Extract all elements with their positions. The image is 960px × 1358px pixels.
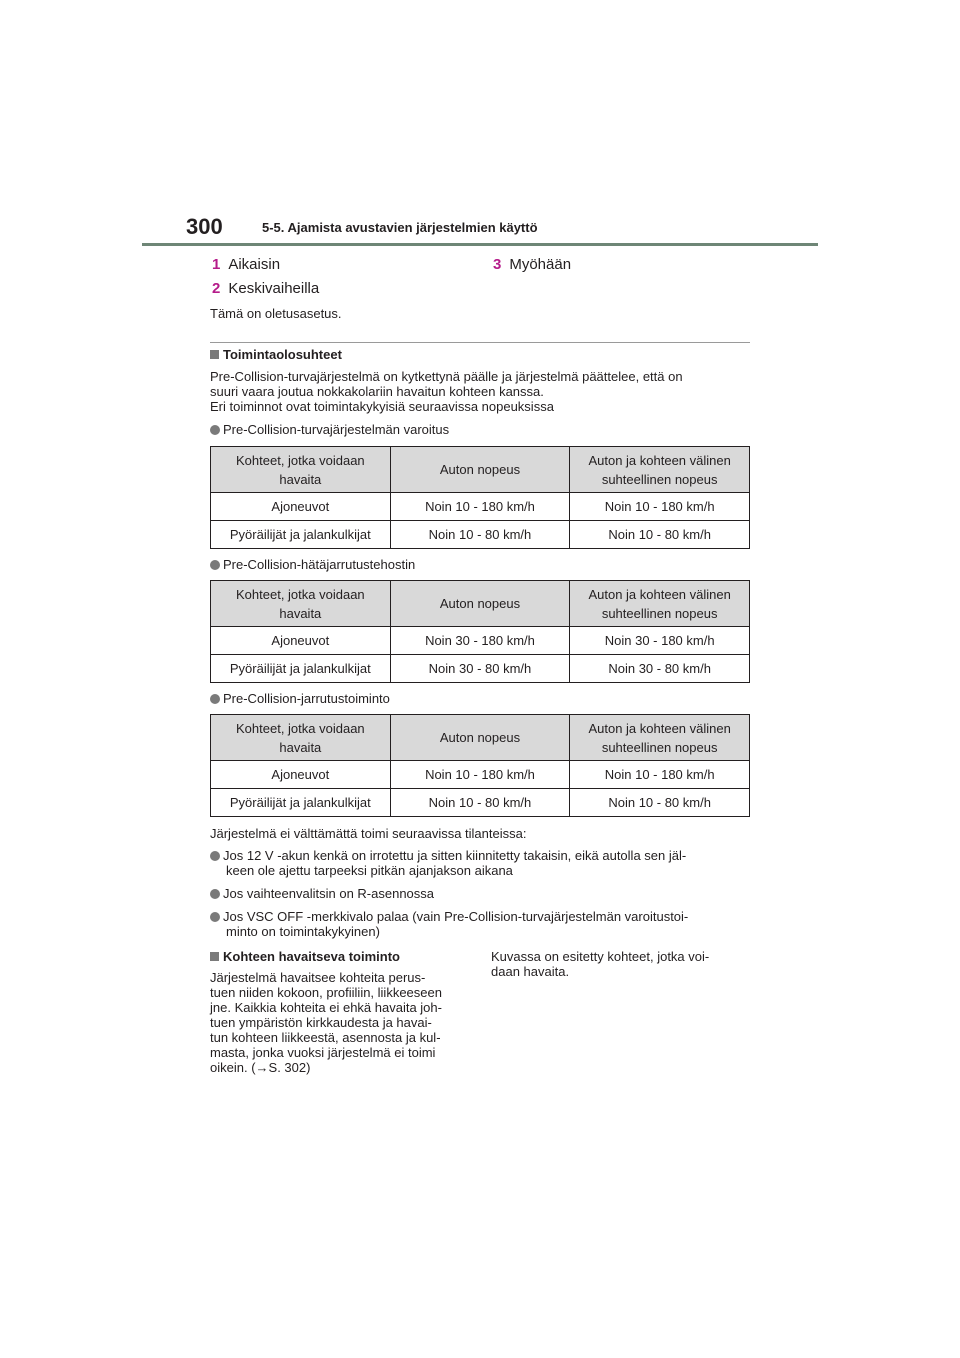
table-row <box>211 789 750 817</box>
header-car-speed: Auton nopeus <box>390 715 570 761</box>
section-title: 5-5. Ajamista avustavien järjestelmien käyttö <box>262 220 538 235</box>
option-number: 3 <box>493 256 502 273</box>
not-working-item: Jos vaihteenvalitsin on R-asennossa <box>210 886 434 901</box>
option-2 <box>212 280 319 297</box>
table-cell: Noin 10 - 80 km/h <box>570 789 750 817</box>
not-working-item: Jos 12 V -akun kenkä on irrotettu ja sitten kiinnitetty takaisin, eikä autolla sen jäl- keen ole ajettu tarpeeksi pitkän ajanjakson aikana <box>210 848 755 878</box>
page-reference-link[interactable]: oikein. (→S. 302) <box>210 1060 311 1075</box>
operating-line: suuri vaara joutua nokkakolariin havaitun kohteen kanssa. <box>210 384 544 399</box>
operating-line: Pre-Collision-turvajärjestelmä on kytkettynä päälle ja järjestelmä päättelee, että on <box>210 369 683 384</box>
detection-heading <box>210 949 400 964</box>
header-targets: Kohteet, jotka voidaan havaita <box>211 715 391 761</box>
operating-paragraph <box>210 369 755 414</box>
table-row <box>211 761 750 789</box>
header-relative-speed: Auton ja kohteen välinen suhteellinen nopeus <box>570 447 750 493</box>
header-rule <box>142 243 818 246</box>
table-cell: Noin 30 - 80 km/h <box>570 655 750 683</box>
circle-bullet-icon <box>210 912 220 922</box>
circle-bullet-icon <box>210 560 220 570</box>
table-cell: Noin 10 - 80 km/h <box>390 789 570 817</box>
operating-line: Eri toiminnot ovat toimintakykyisiä seuraavissa nopeuksissa <box>210 399 554 414</box>
header-targets: Kohteet, jotka voidaan havaita <box>211 447 391 493</box>
table-cell: Noin 10 - 180 km/h <box>390 493 570 521</box>
table-cell: Pyöräilijät ja jalankulkijat <box>211 655 391 683</box>
option-label: Aikaisin <box>228 256 281 273</box>
table-cell: Pyöräilijät ja jalankulkijat <box>211 789 391 817</box>
table-header-row <box>211 715 750 761</box>
table-cell: Ajoneuvot <box>211 493 391 521</box>
option-number: 2 <box>212 280 221 297</box>
detection-left-paragraph: Järjestelmä havaitsee kohteita perus- tuen niiden kokoon, profiiliin, liikkeeseen jne. Kaikkia kohteita ei ehkä havaita joh- tuen ympäristön kirkkaudesta ja havai- tun kohteen liikkeestä, asennosta ja kul- masta, jonka vuoksi järjestelmä ei toimi oikein. (→S. 302) <box>210 970 475 1075</box>
table-row <box>211 655 750 683</box>
operating-heading-text: Toimintaolosuhteet <box>223 347 342 362</box>
table-header-row <box>211 581 750 627</box>
header-car-speed: Auton nopeus <box>390 581 570 627</box>
not-working-intro: Järjestelmä ei välttämättä toimi seuraavissa tilanteissa: <box>210 826 527 841</box>
table-cell: Noin 30 - 80 km/h <box>390 655 570 683</box>
page-number: 300 <box>186 214 223 239</box>
option-label: Keskivaiheilla <box>228 280 320 297</box>
section-divider <box>210 342 750 343</box>
header-targets: Kohteet, jotka voidaan havaita <box>211 581 391 627</box>
circle-bullet-icon <box>210 851 220 861</box>
table-row <box>211 521 750 549</box>
table-cell: Noin 10 - 80 km/h <box>390 521 570 549</box>
table-cell: Noin 10 - 180 km/h <box>570 493 750 521</box>
table-title-brake-assist <box>210 557 415 572</box>
detection-right-paragraph: Kuvassa on esitetty kohteet, jotka voi- daan havaita. <box>491 949 710 979</box>
not-working-item: Jos VSC OFF -merkkivalo palaa (vain Pre-Collision-turvajärjestelmän varoitustoi- minto on toimintakykyinen) <box>210 909 755 939</box>
option-number: 1 <box>212 256 221 273</box>
square-bullet-icon <box>210 952 219 961</box>
speed-table-braking <box>210 714 750 817</box>
table-title-braking <box>210 691 390 706</box>
option-1 <box>212 256 280 273</box>
table-cell: Noin 10 - 80 km/h <box>570 521 750 549</box>
option-3 <box>493 256 571 273</box>
speed-table-brake-assist <box>210 580 750 683</box>
table-header-row <box>211 447 750 493</box>
table-title-text: Pre-Collision-turvajärjestelmän varoitus <box>223 422 450 437</box>
operating-heading <box>210 347 342 362</box>
circle-bullet-icon <box>210 889 220 899</box>
circle-bullet-icon <box>210 694 220 704</box>
table-title-text: Pre-Collision-jarrutustoiminto <box>223 691 390 706</box>
speed-table-warning <box>210 446 750 549</box>
table-cell: Ajoneuvot <box>211 627 391 655</box>
header-relative-speed: Auton ja kohteen välinen suhteellinen nopeus <box>570 715 750 761</box>
table-cell: Noin 30 - 180 km/h <box>390 627 570 655</box>
table-cell: Noin 10 - 180 km/h <box>570 761 750 789</box>
detection-heading-text: Kohteen havaitseva toiminto <box>223 949 400 964</box>
header-relative-speed: Auton ja kohteen välinen suhteellinen nopeus <box>570 581 750 627</box>
table-title-warning <box>210 422 449 437</box>
option-label: Myöhään <box>509 256 572 273</box>
header-car-speed: Auton nopeus <box>390 447 570 493</box>
table-cell: Ajoneuvot <box>211 761 391 789</box>
table-row <box>211 493 750 521</box>
square-bullet-icon <box>210 350 219 359</box>
table-row <box>211 627 750 655</box>
circle-bullet-icon <box>210 425 220 435</box>
table-cell: Noin 30 - 180 km/h <box>570 627 750 655</box>
table-cell: Noin 10 - 180 km/h <box>390 761 570 789</box>
table-cell: Pyöräilijät ja jalankulkijat <box>211 521 391 549</box>
table-title-text: Pre-Collision-hätäjarrutustehostin <box>223 557 416 572</box>
default-note: Tämä on oletusasetus. <box>210 306 342 321</box>
